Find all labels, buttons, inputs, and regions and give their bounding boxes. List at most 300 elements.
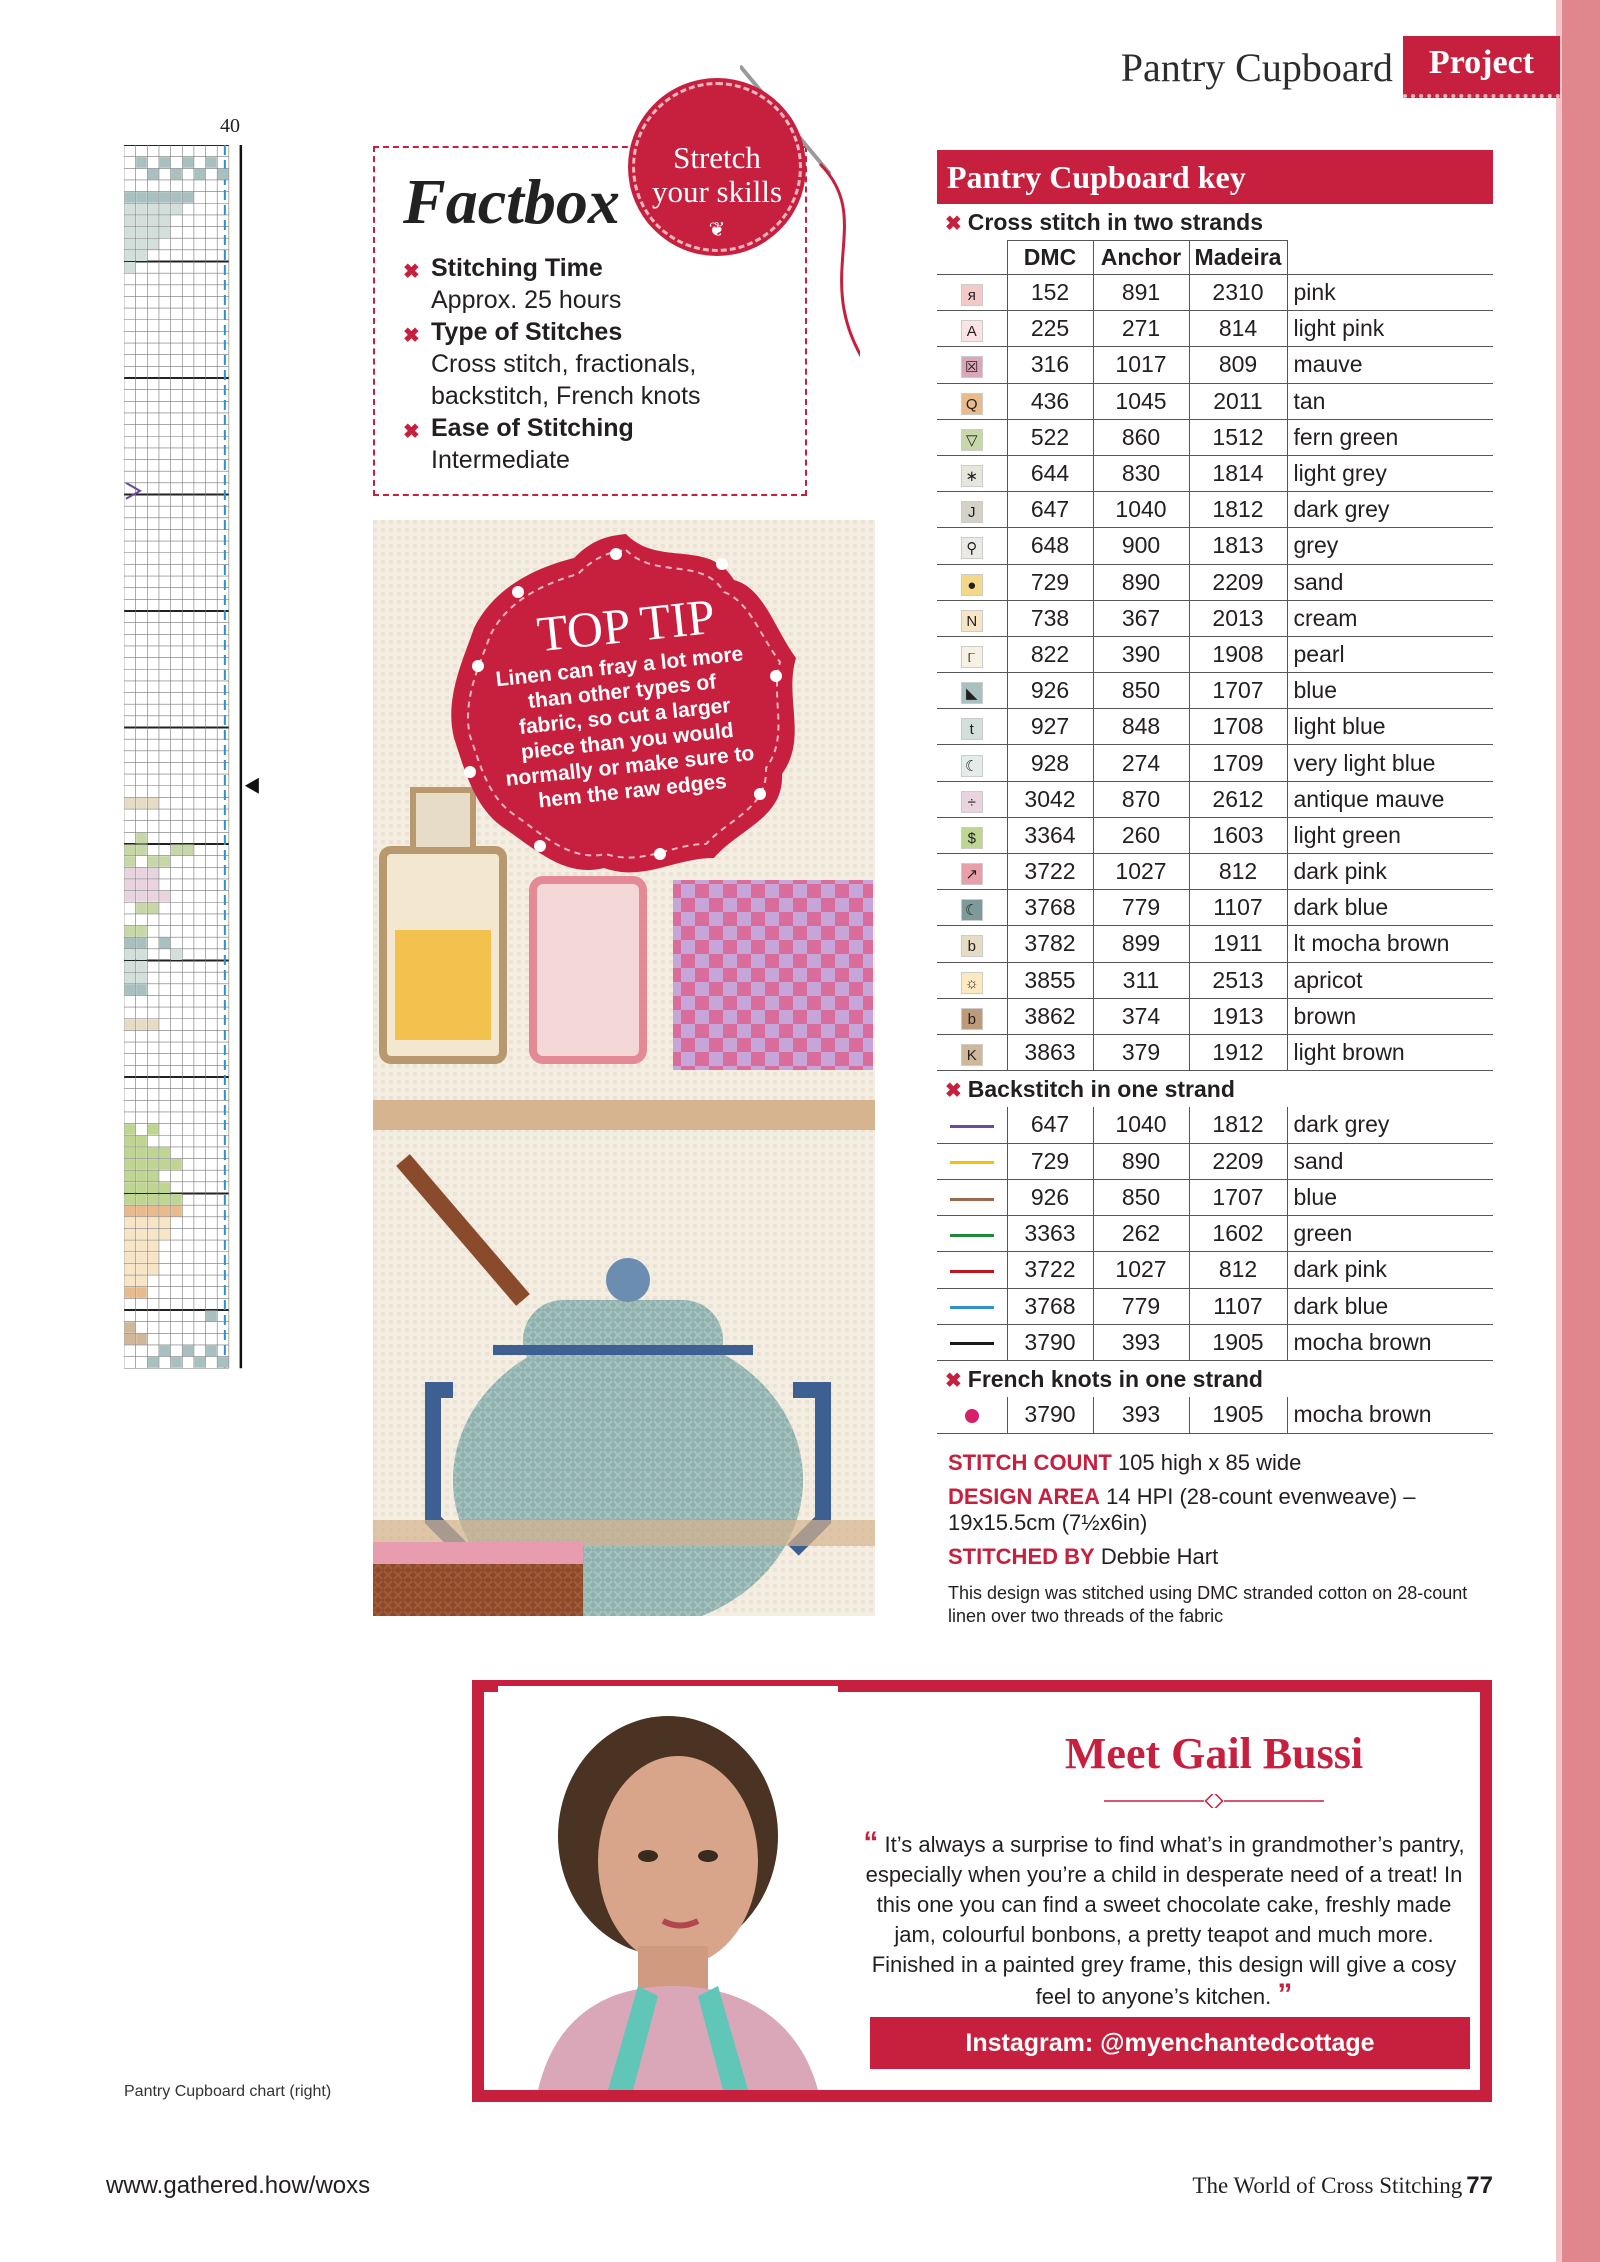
cross-icon: ✖	[945, 1080, 962, 1103]
chart-stitch-cell	[159, 1206, 170, 1217]
chart-stitch-cell	[136, 1206, 147, 1217]
key-swatch	[937, 926, 1007, 962]
key-row	[937, 745, 1493, 781]
cross-icon: ✖	[945, 213, 962, 235]
key-swatch	[937, 709, 1007, 745]
factbox-item	[403, 412, 777, 476]
key-row	[937, 962, 1493, 998]
key-header-anchor: Anchor	[1093, 241, 1189, 275]
key-swatch	[937, 781, 1007, 817]
key-anchor: 899	[1093, 926, 1189, 962]
chart-stitch-cell	[183, 845, 194, 856]
chart-stitch-cell	[136, 1217, 147, 1228]
key-madeira: 2013	[1189, 600, 1287, 636]
chart-stitch-cell	[125, 227, 136, 238]
key-colour-name: cream	[1287, 600, 1493, 636]
chart-stitch-cell	[148, 227, 159, 238]
key-anchor: 891	[1093, 275, 1189, 311]
chart-stitch-cell	[148, 1124, 159, 1135]
key-madeira: 2209	[1189, 564, 1287, 600]
factbox-item	[403, 316, 777, 412]
chart-stitch-cell	[125, 1229, 136, 1240]
key-swatch	[937, 890, 1007, 926]
chart-stitch-cell	[136, 215, 147, 226]
key-dmc: 3855	[1007, 962, 1093, 998]
designer-quote	[854, 1828, 1474, 2012]
key-colour-name: fern green	[1287, 419, 1493, 455]
key-swatch	[937, 1397, 1007, 1433]
key-swatch	[937, 854, 1007, 890]
key-swatch	[937, 275, 1007, 311]
key-dmc: 3790	[1007, 1397, 1093, 1433]
key-row	[937, 347, 1493, 383]
chart-stitch-cell	[125, 1276, 136, 1287]
chart-stitch-cell	[171, 1357, 182, 1368]
key-header-tail	[1287, 241, 1493, 275]
factbox-value: Approx. 25 hours	[431, 286, 622, 314]
chart-stitch-cell	[136, 1287, 147, 1298]
key-anchor: 1040	[1093, 1107, 1189, 1143]
key-row	[937, 419, 1493, 455]
close-quote-icon: ”	[1277, 1978, 1293, 2011]
chart-stitch-cell	[125, 1159, 136, 1170]
stitch-count-label: STITCH COUNT	[948, 1450, 1112, 1475]
key-dmc: 152	[1007, 275, 1093, 311]
key-swatch	[937, 311, 1007, 347]
factbox-value: Cross stitch, fractionals, backstitch, French knots	[431, 350, 701, 410]
stitch-symbol-icon: ☼	[961, 972, 983, 994]
key-colour-name: dark pink	[1287, 854, 1493, 890]
edge-strip	[1562, 0, 1600, 2262]
key-colour-name: dark blue	[1287, 890, 1493, 926]
chart-stitch-cell	[125, 250, 136, 261]
key-table-cross	[937, 240, 1493, 1071]
key-madeira: 1814	[1189, 455, 1287, 491]
key-colour-name: pink	[1287, 275, 1493, 311]
key-row	[937, 564, 1493, 600]
factbox-value: Intermediate	[431, 446, 570, 474]
key-swatch	[937, 600, 1007, 636]
designer-title: Meet Gail Bussi	[1064, 1729, 1364, 1778]
chart-stitch-cell	[148, 239, 159, 250]
key-row	[937, 492, 1493, 528]
key-colour-name: light grey	[1287, 455, 1493, 491]
key-madeira: 2310	[1189, 275, 1287, 311]
chart-stitch-cell	[148, 1357, 159, 1368]
flourish-icon: ❦	[708, 219, 726, 241]
chart-column-label: 40	[220, 115, 240, 137]
key-dmc: 3363	[1007, 1216, 1093, 1252]
key-anchor: 848	[1093, 709, 1189, 745]
chart-stitch-cell	[125, 1194, 136, 1205]
chart-stitch-cell	[148, 192, 159, 203]
stitch-symbol-icon: $	[961, 827, 983, 849]
key-anchor: 311	[1093, 962, 1189, 998]
key-swatch	[937, 745, 1007, 781]
key-anchor: 779	[1093, 1288, 1189, 1324]
key-colour-name: lt mocha brown	[1287, 926, 1493, 962]
stitch-symbol-icon: b	[961, 1008, 983, 1030]
stitch-symbol-icon: ୮	[961, 646, 983, 668]
key-dmc: 436	[1007, 383, 1093, 419]
key-swatch	[937, 1034, 1007, 1070]
instagram-link[interactable]: Instagram: @myenchantedcottage	[870, 2017, 1470, 2069]
key-subheading-backstitch	[937, 1071, 1493, 1107]
key-swatch	[937, 455, 1007, 491]
key-swatch	[937, 636, 1007, 672]
chart-stitch-cell	[148, 1206, 159, 1217]
key-row	[937, 673, 1493, 709]
key-row	[937, 455, 1493, 491]
chart-stitch-cell	[148, 1171, 159, 1182]
chart-stitch-cell	[125, 926, 136, 937]
key-madeira: 1913	[1189, 998, 1287, 1034]
designer-quote-text: It’s always a surprise to find what’s in grandmother’s pantry, especially when you’re a child in desperate need of a treat! In this one you can find a sweet chocolate cake, freshly made jam, colourful bonbons, a pretty teapot and much more. Finished in a painted grey frame, this design will give a cosy feel to anyone’s kitchen.	[865, 1832, 1465, 2009]
key-dmc: 225	[1007, 311, 1093, 347]
chart-caption: Pantry Cupboard chart (right)	[124, 2083, 332, 2100]
chart-grid	[124, 145, 306, 2050]
chart-stitch-cell	[125, 1287, 136, 1298]
chart-stitch-cell	[171, 1194, 182, 1205]
chart-stitch-cell	[125, 891, 136, 902]
key-anchor: 393	[1093, 1324, 1189, 1360]
key-dmc: 648	[1007, 528, 1093, 564]
chart-stitch-cell	[148, 879, 159, 890]
chart-stitch-cell	[136, 961, 147, 972]
key-madeira: 812	[1189, 1252, 1287, 1288]
key-madeira: 1707	[1189, 673, 1287, 709]
chart-stitch-cell	[136, 1229, 147, 1240]
key-anchor: 1017	[1093, 347, 1189, 383]
chart-stitch-cell	[125, 1136, 136, 1147]
stitch-symbol-icon: J	[961, 501, 983, 523]
design-area-value: 14 HPI (28-count evenweave) – 19x15.5cm (7½x6in)	[948, 1484, 1416, 1535]
key-dmc: 647	[1007, 492, 1093, 528]
key-row	[937, 1034, 1493, 1070]
key-madeira: 1912	[1189, 1034, 1287, 1070]
chart-stitch-cell	[171, 1159, 182, 1170]
chart-stitch-cell	[125, 845, 136, 856]
chart-stitch-cell	[206, 1311, 217, 1322]
key-madeira: 1107	[1189, 890, 1287, 926]
stitch-symbol-icon: ☾	[961, 899, 983, 921]
chart-stitch-cell	[136, 938, 147, 949]
stitch-symbol-icon: ↗	[961, 863, 983, 885]
key-anchor: 900	[1093, 528, 1189, 564]
key-dmc: 3722	[1007, 1252, 1093, 1288]
chart-stitch-cell	[136, 798, 147, 809]
chart-stitch-cell	[136, 1194, 147, 1205]
key-swatch	[937, 1180, 1007, 1216]
key-row	[937, 709, 1493, 745]
chart-stitch-cell	[136, 192, 147, 203]
key-anchor: 1027	[1093, 1252, 1189, 1288]
key-row	[937, 1216, 1493, 1252]
top-tip-badge	[444, 528, 808, 882]
key-colour-name: light pink	[1287, 311, 1493, 347]
key-anchor: 367	[1093, 600, 1189, 636]
open-quote-icon: “	[863, 1826, 879, 1859]
chart-stitch-cell	[159, 1229, 170, 1240]
chart-stitch-cell	[136, 1019, 147, 1030]
backstitch-line-icon	[950, 1161, 994, 1164]
stitch-symbol-icon: t	[961, 718, 983, 740]
key-madeira: 2011	[1189, 383, 1287, 419]
key-swatch	[937, 1252, 1007, 1288]
key-madeira: 814	[1189, 311, 1287, 347]
key-dmc: 647	[1007, 1107, 1093, 1143]
key-table-backstitch	[937, 1107, 1493, 1361]
key-anchor: 390	[1093, 636, 1189, 672]
key-backstitch-rows	[937, 1107, 1493, 1360]
key-swatch	[937, 673, 1007, 709]
chart-stitch-cell	[136, 1147, 147, 1158]
key-anchor: 850	[1093, 1180, 1189, 1216]
chart-stitch-cell	[159, 938, 170, 949]
chart-stitch-cell	[125, 239, 136, 250]
key-dmc: 822	[1007, 636, 1093, 672]
stitch-symbol-icon: ∗	[961, 465, 983, 487]
chart-stitch-cell	[125, 204, 136, 215]
chart-stitch-cell	[125, 1182, 136, 1193]
key-anchor: 1045	[1093, 383, 1189, 419]
pantry-cupboard-key	[937, 150, 1493, 1434]
key-row	[937, 1397, 1493, 1433]
key-colour-name: brown	[1287, 998, 1493, 1034]
backstitch-line-icon	[950, 1234, 994, 1237]
header-title: Pantry Cupboard	[1120, 44, 1393, 90]
chart-stitch-cell	[125, 938, 136, 949]
decorative-divider-icon	[1104, 1794, 1324, 1808]
key-swatch	[937, 347, 1007, 383]
key-dmc: 926	[1007, 1180, 1093, 1216]
key-colour-name: dark pink	[1287, 1252, 1493, 1288]
chart-stitch-cell	[136, 926, 147, 937]
chart-stitch-cell	[171, 192, 182, 203]
key-madeira: 1911	[1189, 926, 1287, 962]
key-madeira: 1905	[1189, 1324, 1287, 1360]
top-tip-text: Linen can fray a lot more than other types of fabric, so cut a larger piece than you would normally or make sure to hem the raw edges	[494, 642, 756, 813]
key-subheading-cross	[937, 204, 1493, 240]
chart-stitch-cell	[136, 868, 147, 879]
key-colour-name: very light blue	[1287, 745, 1493, 781]
footer-url[interactable]: www.gathered.how/woxs	[106, 2172, 371, 2199]
key-row	[937, 926, 1493, 962]
designer-box	[472, 1680, 1492, 2102]
key-anchor: 870	[1093, 781, 1189, 817]
key-row	[937, 817, 1493, 853]
key-anchor: 1027	[1093, 854, 1189, 890]
key-anchor: 860	[1093, 419, 1189, 455]
chart-stitch-cell	[136, 1182, 147, 1193]
chart-stitch-cell	[136, 949, 147, 960]
key-dmc: 3364	[1007, 817, 1093, 853]
key-dmc: 3768	[1007, 890, 1093, 926]
chart-stitch-cell	[159, 1194, 170, 1205]
stitch-symbol-icon: Q	[961, 393, 983, 415]
factbox-item	[403, 252, 777, 316]
badge-line-2: your skills	[651, 174, 783, 209]
key-madeira: 2513	[1189, 962, 1287, 998]
chart-stitch-cell	[206, 157, 217, 168]
key-anchor: 1040	[1093, 492, 1189, 528]
key-swatch	[937, 1324, 1007, 1360]
key-madeira: 1107	[1189, 1288, 1287, 1324]
chart-stitch-cell	[125, 192, 136, 203]
key-colour-name: green	[1287, 1216, 1493, 1252]
stretch-skills-badge	[632, 82, 802, 252]
key-madeira: 2209	[1189, 1143, 1287, 1179]
key-madeira: 1812	[1189, 1107, 1287, 1143]
chart-stitch-cell	[148, 204, 159, 215]
key-colour-name: light green	[1287, 817, 1493, 853]
stitch-symbol-icon: ☾	[961, 755, 983, 777]
key-swatch	[937, 528, 1007, 564]
key-row	[937, 854, 1493, 890]
stitched-by-label: STITCHED BY	[948, 1544, 1095, 1569]
key-colour-name: grey	[1287, 528, 1493, 564]
chart-stitch-cell	[136, 903, 147, 914]
factbox-heading: Ease of Stitching	[431, 414, 634, 442]
chart-stitch-cell	[136, 227, 147, 238]
key-dmc: 644	[1007, 455, 1093, 491]
key-dmc: 316	[1007, 347, 1093, 383]
chart-stitch-cell	[194, 1357, 205, 1368]
chart-stitch-cell	[125, 1124, 136, 1135]
header-project-tag: Project	[1403, 36, 1560, 98]
key-row	[937, 1324, 1493, 1360]
pattern-meta	[948, 1450, 1468, 1636]
key-anchor: 830	[1093, 455, 1189, 491]
chart-stitch-cell	[218, 169, 229, 180]
key-anchor: 260	[1093, 817, 1189, 853]
chart-stitch-cell	[171, 845, 182, 856]
chart-stitch-cell	[136, 1334, 147, 1345]
key-madeira: 1812	[1189, 492, 1287, 528]
chart-stitch-cell	[125, 949, 136, 960]
key-madeira: 1512	[1189, 419, 1287, 455]
key-anchor: 274	[1093, 745, 1189, 781]
chart-stitch-cell	[171, 169, 182, 180]
top-tip-title: TOP TIP	[534, 587, 718, 663]
key-anchor: 271	[1093, 311, 1189, 347]
key-row	[937, 528, 1493, 564]
key-colour-name: antique mauve	[1287, 781, 1493, 817]
chart-stitch-cell	[125, 798, 136, 809]
stitch-symbol-icon: A	[961, 320, 983, 342]
key-dmc: 3768	[1007, 1288, 1093, 1324]
chart-stitch-cell	[159, 856, 170, 867]
chart-stitch-cell	[159, 1345, 170, 1356]
key-madeira: 1908	[1189, 636, 1287, 672]
designer-portrait-image	[498, 1686, 838, 2090]
key-colour-name: light brown	[1287, 1034, 1493, 1070]
key-title: Pantry Cupboard key	[937, 150, 1493, 204]
materials-note: This design was stitched using DMC stranded cotton on 28-count linen over two threads of the fabric	[948, 1583, 1468, 1626]
key-madeira: 1709	[1189, 745, 1287, 781]
chart-stitch-cell	[171, 204, 182, 215]
key-colour-name: blue	[1287, 1180, 1493, 1216]
key-colour-name: sand	[1287, 1143, 1493, 1179]
chart-stitch-cell	[159, 1159, 170, 1170]
key-row	[937, 275, 1493, 311]
key-row	[937, 1252, 1493, 1288]
chart-stitch-cell	[125, 1264, 136, 1275]
chart-stitch-cell	[148, 1194, 159, 1205]
key-madeira: 809	[1189, 347, 1287, 383]
chart-stitch-cell	[125, 1322, 136, 1333]
chart-stitch-cell	[125, 1171, 136, 1182]
cross-stitch-chart	[124, 145, 306, 2050]
chart-stitch-cell	[125, 1252, 136, 1263]
stitch-symbol-icon: ▽	[961, 429, 983, 451]
chart-stitch-cell	[194, 169, 205, 180]
chart-stitch-cell	[125, 879, 136, 890]
stitch-symbol-icon: N	[961, 610, 983, 632]
key-anchor: 850	[1093, 673, 1189, 709]
key-colour-name: pearl	[1287, 636, 1493, 672]
chart-stitch-cell	[171, 1206, 182, 1217]
chart-stitch-cell	[136, 1264, 147, 1275]
key-dmc: 3782	[1007, 926, 1093, 962]
chart-stitch-cell	[148, 1241, 159, 1252]
chart-stitch-cell	[136, 1136, 147, 1147]
chart-stitch-cell	[148, 798, 159, 809]
key-swatch	[937, 1288, 1007, 1324]
chart-stitch-cell	[125, 868, 136, 879]
key-header-blank	[937, 241, 1007, 275]
chart-stitch-cell	[136, 239, 147, 250]
chart-stitch-cell	[148, 1147, 159, 1158]
factbox-heading: Type of Stitches	[431, 318, 623, 346]
chart-stitch-cell	[148, 1217, 159, 1228]
backstitch-line-icon	[950, 1306, 994, 1309]
key-header-madeira: Madeira	[1189, 241, 1287, 275]
key-colour-name: light blue	[1287, 709, 1493, 745]
chart-stitch-cell	[136, 204, 147, 215]
chart-stitch-cell	[125, 984, 136, 995]
stitch-symbol-icon: ☒	[961, 356, 983, 378]
chart-stitch-cell	[125, 1206, 136, 1217]
key-colour-name: sand	[1287, 564, 1493, 600]
chart-backstitch-mark	[126, 483, 140, 499]
key-swatch	[937, 383, 1007, 419]
chart-stitch-cell	[159, 227, 170, 238]
factbox-list	[403, 252, 777, 476]
factbox-heading: Stitching Time	[431, 254, 603, 282]
chart-stitch-cell	[148, 1182, 159, 1193]
chart-stitch-cell	[125, 1241, 136, 1252]
key-dmc: 729	[1007, 564, 1093, 600]
design-area	[948, 1484, 1468, 1536]
chart-stitch-cell	[136, 973, 147, 984]
key-dmc: 3790	[1007, 1324, 1093, 1360]
key-colour-name: mocha brown	[1287, 1397, 1493, 1433]
chart-stitch-cell	[125, 1217, 136, 1228]
key-dmc: 926	[1007, 673, 1093, 709]
cross-icon: ✖	[403, 421, 420, 443]
chart-stitch-cell	[136, 1159, 147, 1170]
chart-stitch-cell	[159, 215, 170, 226]
chart-stitch-cell	[136, 1171, 147, 1182]
chart-stitch-cell	[159, 891, 170, 902]
key-row	[937, 1107, 1493, 1143]
key-subheading-text: Cross stitch in two strands	[967, 209, 1263, 235]
chart-stitch-cell	[125, 1147, 136, 1158]
key-row	[937, 1288, 1493, 1324]
chart-stitch-cell	[148, 215, 159, 226]
chart-stitch-cell	[206, 1345, 217, 1356]
